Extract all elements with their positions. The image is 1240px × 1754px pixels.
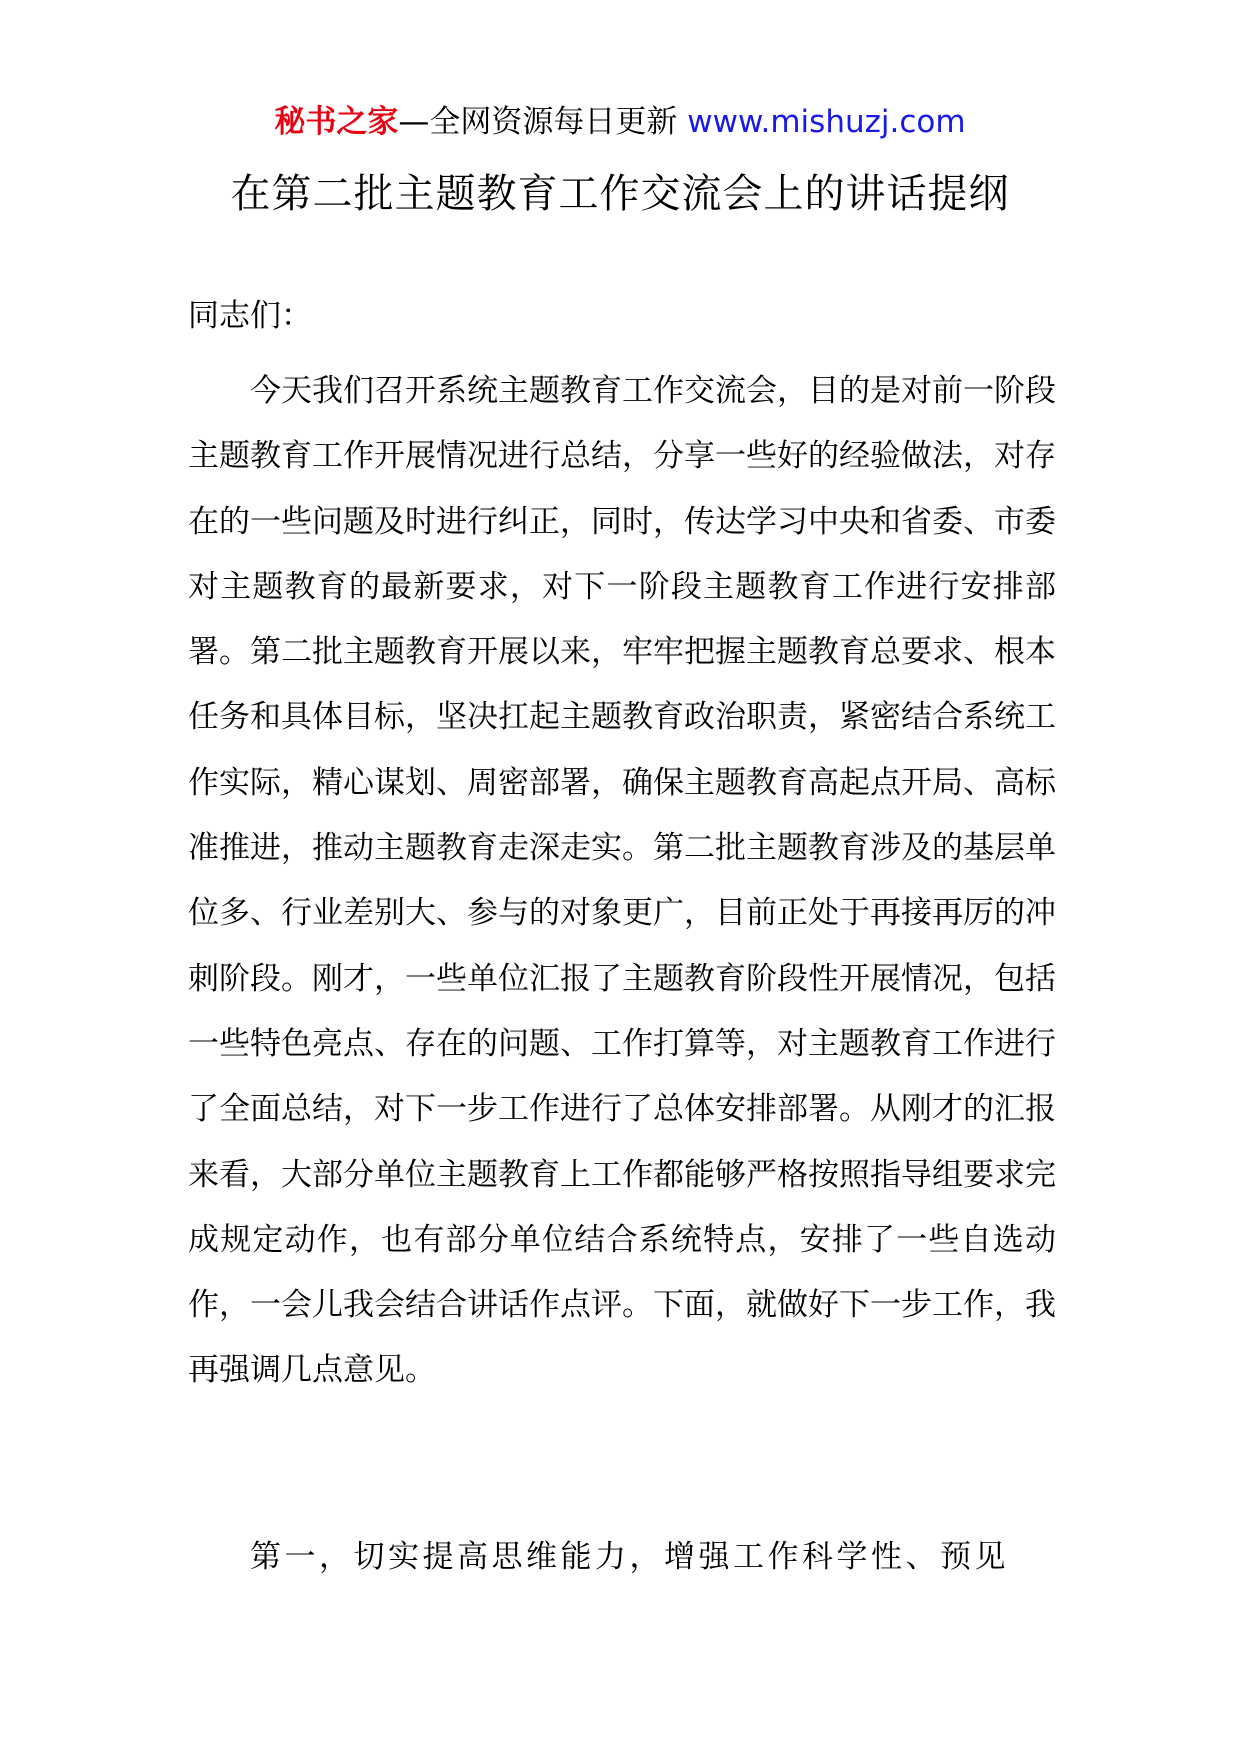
brand-name: 秘书之家 <box>274 104 399 140</box>
site-header <box>0 100 1240 144</box>
header-tagline: —全网资源每日更新 <box>398 104 678 140</box>
site-url-link[interactable]: www.mishuzj.com <box>687 104 966 140</box>
body-paragraph: 今天我们召开系统主题教育工作交流会，目的是对前一阶段主题教育工作开展情况进行总结，分享一些好的经验做法，对存在的一些问题及时进行纠正，同时，传达学习中央和省委、市委对主题教育的最新要求，对下一阶段主题教育工作进行安排部署。第二批主题教育开展以来，牢牢把握主题教育总要求、根本任务和具体目标，坚决扛起主题教育政治职责，紧密结合系统工作实际，精心谋划、周密部署，确保主题教育高起点开局、高标准推进，推动主题教育走深走实。第二批主题教育涉及的基层单位多、行业差别大、参与的对象更广，目前正处于再接再厉的冲刺阶段。刚才，一些单位汇报了主题教育阶段性开展情况，包括一些特色亮点、存在的问题、工作打算等，对主题教育工作进行了全面总结，对下一步工作进行了总体安排部署。从刚才的汇报来看，大部分单位主题教育上工作都能够严格按照指导组要求完成规定动作，也有部分单位结合系统特点，安排了一些自选动作，一会儿我会结合讲话作点评。下面，就做好下一步工作，我再强调几点意见。 <box>188 373 1056 1389</box>
section-point-one: 第一，切实提高思维能力，增强工作科学性、预见 <box>250 1539 1009 1575</box>
document-title: 在第二批主题教育工作交流会上的讲话提纲 <box>230 171 1010 217</box>
salutation: 同志们： <box>188 298 312 334</box>
